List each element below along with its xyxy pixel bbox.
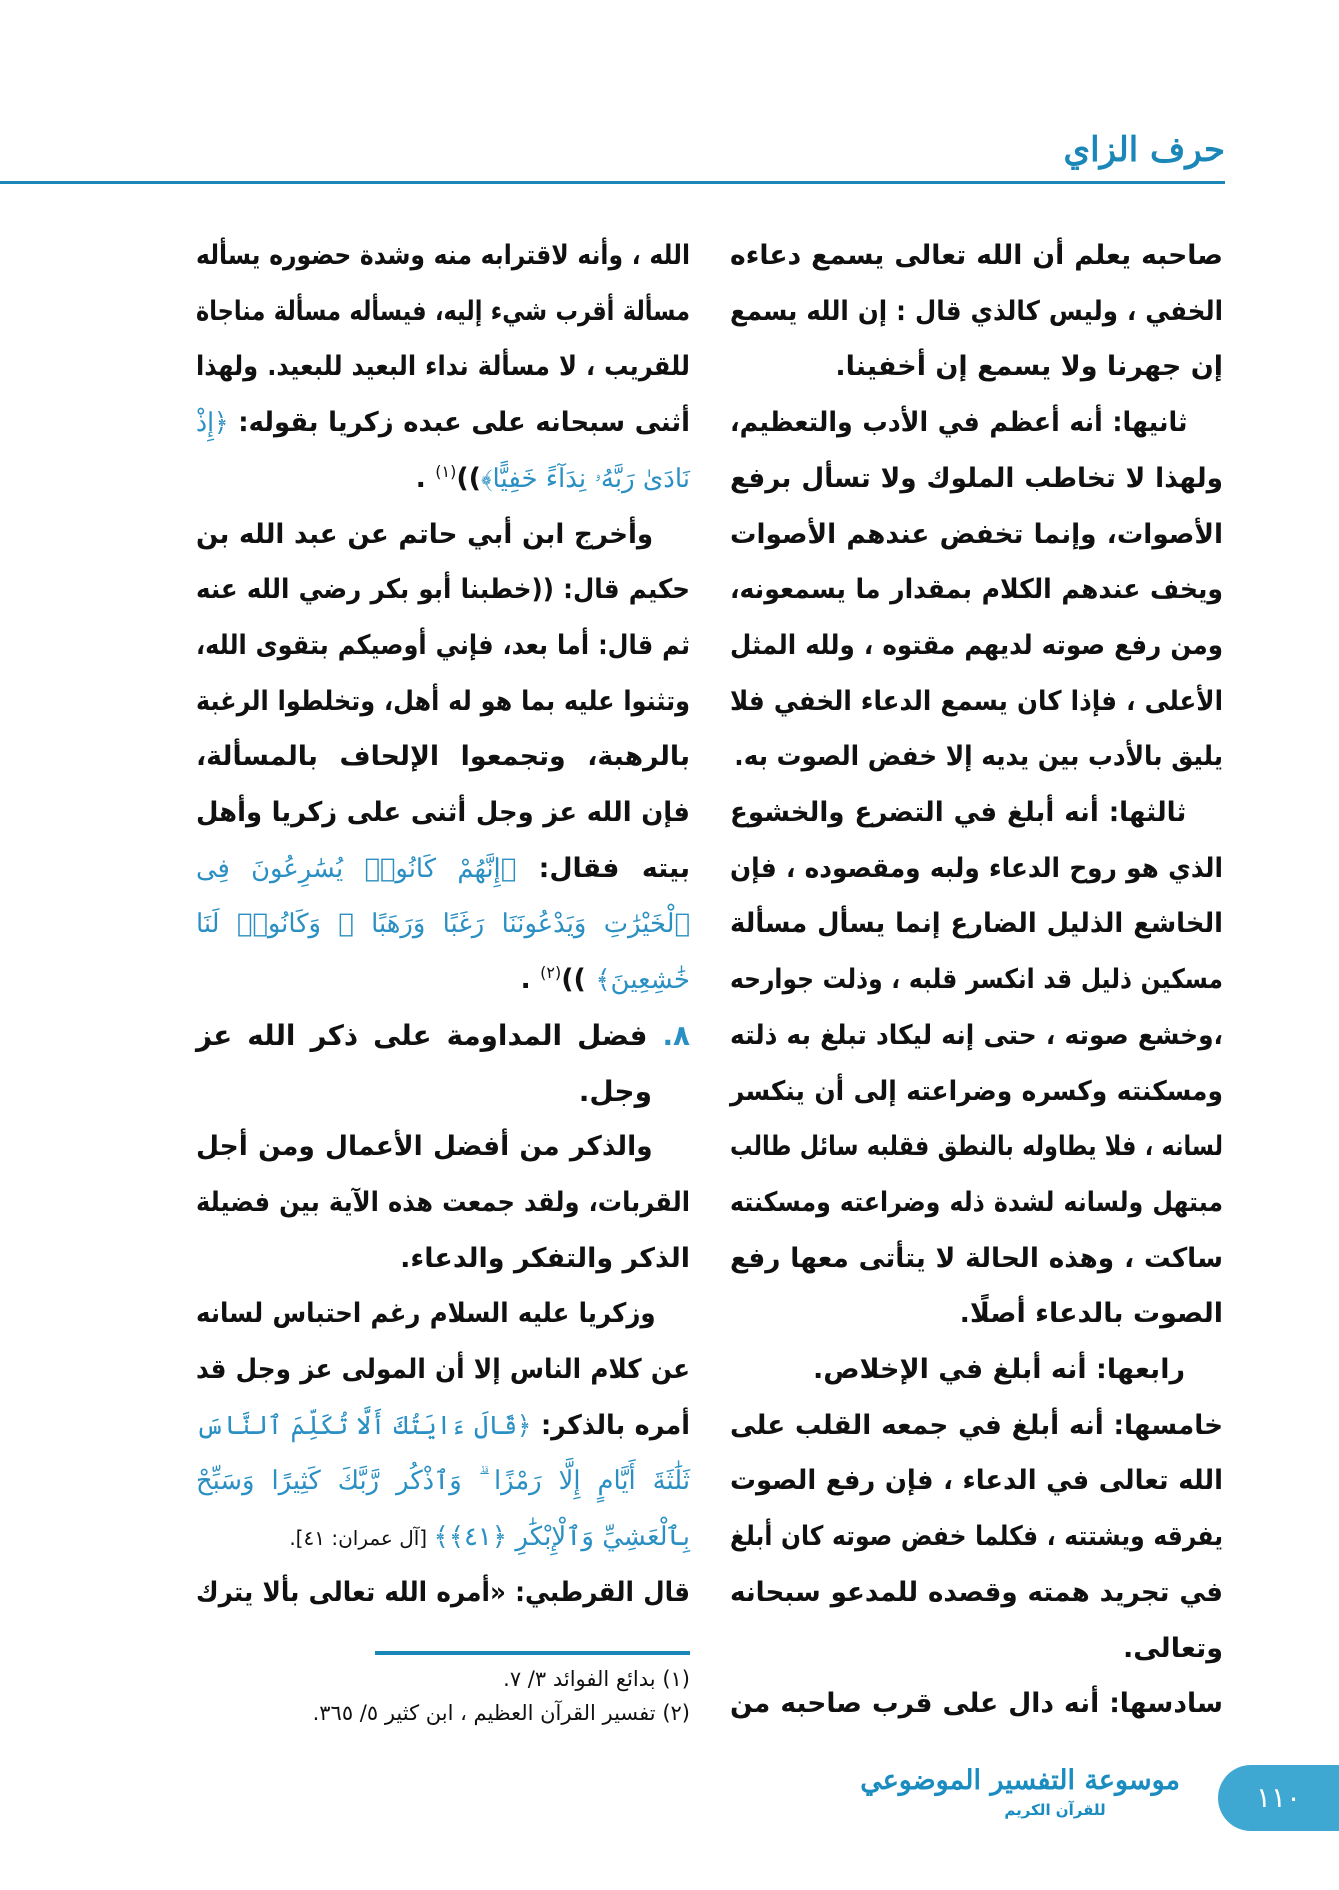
body-text: مسكين ذليل قد انكسر قلبه ، وذلت جوارحه bbox=[730, 964, 1223, 996]
right-column-line bbox=[730, 1064, 1223, 1120]
body-text: [آل عمران: ٤١]. bbox=[289, 1526, 434, 1551]
left-column-line bbox=[196, 451, 690, 507]
body-text: القربات، ولقد جمعت هذه الآية بين فضيلة bbox=[196, 1186, 690, 1218]
body-text: وزكريا عليه السلام رغم احتباس لسانه bbox=[196, 1298, 656, 1330]
footnote-2: (٢) تفسير القرآن العظيم ، ابن كثير ٥/ ٣٦٥. bbox=[312, 1701, 690, 1725]
body-text: في تجريد همته وقصده للمدعو سبحانه bbox=[730, 1576, 1223, 1608]
body-text: فإن الله عز وجل أثنى على زكريا وأهل bbox=[196, 797, 690, 828]
right-column-line bbox=[730, 952, 1223, 1008]
body-text: إن جهرنا ولا يسمع إن أخفينا. bbox=[835, 351, 1223, 383]
left-column-line bbox=[196, 952, 690, 1008]
right-column-line bbox=[730, 395, 1223, 451]
left-column-line bbox=[196, 1286, 690, 1342]
left-column-line bbox=[196, 507, 690, 563]
encyclopedia-logo bbox=[860, 1762, 1180, 1820]
body-text: قال القرطبي: «أمره الله تعالى بألا يترك bbox=[196, 1576, 690, 1608]
body-text: يليق بالأدب بين يديه إلا خفض الصوت به. bbox=[734, 741, 1223, 773]
body-text: ومن رفع صوته لديهم مقتوه ، ولله المثل bbox=[730, 629, 1223, 661]
right-column-line bbox=[730, 729, 1223, 785]
logo-title: موسوعة التفسير الموضوعي bbox=[860, 1765, 1180, 1796]
right-column-line bbox=[730, 1008, 1223, 1064]
footnote-1: (١) بدائع الفوائد ٣/ ٧. bbox=[503, 1667, 690, 1691]
quran-verse: خَٰشِعِينَ﴾ bbox=[595, 965, 690, 996]
left-column-line bbox=[196, 1008, 690, 1064]
header-divider bbox=[0, 181, 1225, 184]
body-text: )) bbox=[561, 964, 596, 996]
body-text: ولهذا لا تخاطب الملوك ولا تسأل برفع bbox=[730, 462, 1223, 494]
body-text: عن كلام الناس إلا أن المولى عز وجل قد bbox=[196, 1354, 690, 1385]
right-column-line bbox=[730, 841, 1223, 897]
left-column-line bbox=[196, 395, 690, 451]
right-column-line bbox=[730, 1231, 1223, 1287]
left-column-line bbox=[196, 618, 690, 674]
right-column-line bbox=[730, 507, 1223, 563]
body-text: )) bbox=[456, 462, 482, 494]
left-column-line bbox=[196, 785, 690, 841]
body-text: وأخرج ابن أبي حاتم عن عبد الله بن bbox=[196, 518, 654, 550]
body-text: الصوت بالدعاء أصلًا. bbox=[959, 1298, 1223, 1330]
right-column-line bbox=[730, 1621, 1223, 1677]
body-text: أنه أبلغ في جمعه القلب على bbox=[730, 1409, 1104, 1441]
right-column-line bbox=[730, 451, 1223, 507]
right-column-line bbox=[730, 562, 1223, 618]
body-text: ويخف عندهم الكلام بمقدار ما يسمعونه، bbox=[730, 574, 1223, 606]
body-text: أنه أبلغ في الإخلاص. bbox=[812, 1354, 1087, 1385]
logo-subtitle: للقرآن الكريم bbox=[1004, 1801, 1106, 1819]
body-text: وتثنوا عليه بما هو له أهل، وتخلطوا الرغبة bbox=[196, 685, 690, 717]
bold-label: خامسها: bbox=[1103, 1409, 1223, 1441]
body-text: الله تعالى في الدعاء ، فإن رفع الصوت bbox=[730, 1465, 1223, 1497]
left-column-line bbox=[196, 1064, 690, 1120]
left-column-line bbox=[196, 562, 690, 618]
right-column-line bbox=[730, 674, 1223, 730]
left-column-line bbox=[196, 228, 690, 284]
right-column-line bbox=[730, 1398, 1223, 1454]
body-text: لسانه ، فلا يطاوله بالنطق فقلبه سائل طالب bbox=[730, 1131, 1223, 1163]
body-text: ثم قال: أما بعد، فإني أوصيكم بتقوى الله، bbox=[196, 629, 690, 661]
quran-verse: ٱلْخَيْرَٰتِ وَيَدْعُونَنَا رَغَبًا وَرَهَبًا ۖ وَكَانُوا۟ لَنَا bbox=[196, 909, 690, 940]
left-column-line bbox=[196, 896, 690, 952]
left-column-line bbox=[196, 729, 690, 785]
left-column-line bbox=[196, 1342, 690, 1398]
left-column-line bbox=[196, 1398, 690, 1454]
quran-verse: ثَلَٰثَةَ أَيَّامٍ إِلَّا رَمْزًا ۗ وَٱذْكُر رَّبَّكَ كَثِيرًا وَسَبِّحْ bbox=[196, 1466, 690, 1497]
left-column-line bbox=[196, 1509, 690, 1565]
right-column-line bbox=[730, 1286, 1223, 1342]
right-column-line bbox=[730, 1509, 1223, 1565]
body-text: الخاشع الذليل الضارع إنما يسأل مسألة bbox=[730, 908, 1223, 940]
left-column-line bbox=[196, 1119, 690, 1175]
left-column-line bbox=[196, 1231, 690, 1287]
quran-verse: ﴿إِنَّهُمْ كَانُوا۟ يُسَٰرِعُونَ فِى bbox=[196, 853, 517, 884]
body-text: مسألة أقرب شيء إليه، فيسأله مسألة مناجاة bbox=[196, 295, 690, 327]
bold-label: ٨. bbox=[662, 1018, 690, 1052]
body-text: والذكر من أفضل الأعمال ومن أجل bbox=[196, 1131, 653, 1163]
left-column-line bbox=[196, 1453, 690, 1509]
body-text: ومسكنته وكسره وضراعته إلى أن ينكسر bbox=[730, 1075, 1223, 1107]
body-text: أمره بالذكر: bbox=[531, 1409, 691, 1441]
body-text: بالرهبة، وتجمعوا الإلحاف بالمسألة، bbox=[196, 741, 690, 773]
bold-label: سادسها: bbox=[1099, 1688, 1223, 1720]
right-column-line bbox=[730, 1676, 1223, 1732]
body-text: الله ، وأنه لاقترابه منه وشدة حضوره يسأله bbox=[196, 240, 690, 271]
left-column-line bbox=[196, 1175, 690, 1231]
left-column-line bbox=[196, 284, 690, 340]
right-column-line bbox=[730, 228, 1223, 284]
bold-label: ثالثها: bbox=[1098, 797, 1187, 828]
body-text: . bbox=[415, 462, 436, 494]
quran-verse: بِٱلْعَشِيِّ وَٱلْإِبْكَٰرِ ﴿٤١﴾﴾ bbox=[433, 1522, 690, 1553]
left-column-line bbox=[196, 1565, 690, 1621]
body-text: أنه دال على قرب صاحبه من bbox=[730, 1688, 1100, 1720]
bold-label: رابعها: bbox=[1086, 1354, 1185, 1385]
quran-verse: ﴿إِذْ bbox=[196, 408, 229, 439]
right-column-line bbox=[730, 618, 1223, 674]
right-column-line bbox=[730, 896, 1223, 952]
body-text: الخفي ، وليس كالذي قال : إن الله يسمع bbox=[730, 295, 1223, 327]
footnote-divider bbox=[375, 1651, 690, 1655]
body-text: بيته فقال: bbox=[516, 852, 690, 884]
body-text: يفرقه ويشتته ، فكلما خفض صوته كان أبلغ bbox=[730, 1521, 1223, 1553]
body-text: ،وخشع صوته ، حتى إنه ليكاد تبلغ به ذلته bbox=[730, 1019, 1223, 1051]
right-column-line bbox=[730, 1175, 1223, 1231]
body-text: أنه أعظم في الأدب والتعظيم، bbox=[730, 407, 1103, 439]
body-text: الأصوات، وإنما تخفض عندهم الأصوات bbox=[730, 518, 1223, 550]
body-text: . bbox=[520, 964, 541, 996]
bold-label: ثانيها: bbox=[1102, 407, 1188, 439]
right-column-line bbox=[730, 1342, 1223, 1398]
right-column-line bbox=[730, 1119, 1223, 1175]
left-column-line bbox=[196, 674, 690, 730]
body-text: الذي هو روح الدعاء ولبه ومقصوده ، فإن bbox=[730, 852, 1223, 884]
footnote-ref[interactable]: (١) bbox=[435, 461, 457, 481]
right-column-line bbox=[730, 1565, 1223, 1621]
body-text: وتعالى. bbox=[1122, 1632, 1223, 1664]
body-text: مبتهل ولسانه لشدة ذله وضراعته ومسكنته bbox=[730, 1186, 1223, 1218]
footnote-ref[interactable]: (٢) bbox=[540, 963, 562, 983]
left-column-line bbox=[196, 841, 690, 897]
quran-verse: نَادَىٰ رَبَّهُۥ نِدَآءً خَفِيًّا﴾ bbox=[481, 463, 690, 494]
chapter-title: حرف الزاي bbox=[1063, 130, 1225, 170]
quran-verse: ﴿قَالَ ءَايَتُكَ أَلَّا تُكَلِّمَ ٱلنَّاسَ bbox=[196, 1410, 532, 1441]
bold-label: فضل المداومة على ذكر الله عز bbox=[196, 1018, 663, 1052]
body-text: أنه أبلغ في التضرع والخشوع bbox=[730, 797, 1099, 828]
body-text: حكيم قال: ((خطبنا أبو بكر رضي الله عنه bbox=[196, 574, 690, 606]
right-column-line bbox=[730, 785, 1223, 841]
right-column-line bbox=[730, 339, 1223, 395]
body-text: الأعلى ، فإذا كان يسمع الدعاء الخفي فلا bbox=[730, 685, 1223, 717]
left-column-line bbox=[196, 339, 690, 395]
body-text: الذكر والتفكر والدعاء. bbox=[400, 1242, 690, 1274]
body-text: للقريب ، لا مسألة نداء البعيد للبعيد. ولهذا bbox=[196, 351, 690, 383]
body-text: صاحبه يعلم أن الله تعالى يسمع دعاءه bbox=[730, 240, 1223, 271]
bold-label: وجل. bbox=[578, 1074, 652, 1108]
right-column-line bbox=[730, 1453, 1223, 1509]
body-text: أثنى سبحانه على عبده زكريا بقوله: bbox=[228, 407, 690, 439]
right-column-line bbox=[730, 284, 1223, 340]
body-text: ساكت ، وهذه الحالة لا يتأتى معها رفع bbox=[730, 1242, 1223, 1274]
page-number: ١١٠ bbox=[1218, 1765, 1339, 1831]
